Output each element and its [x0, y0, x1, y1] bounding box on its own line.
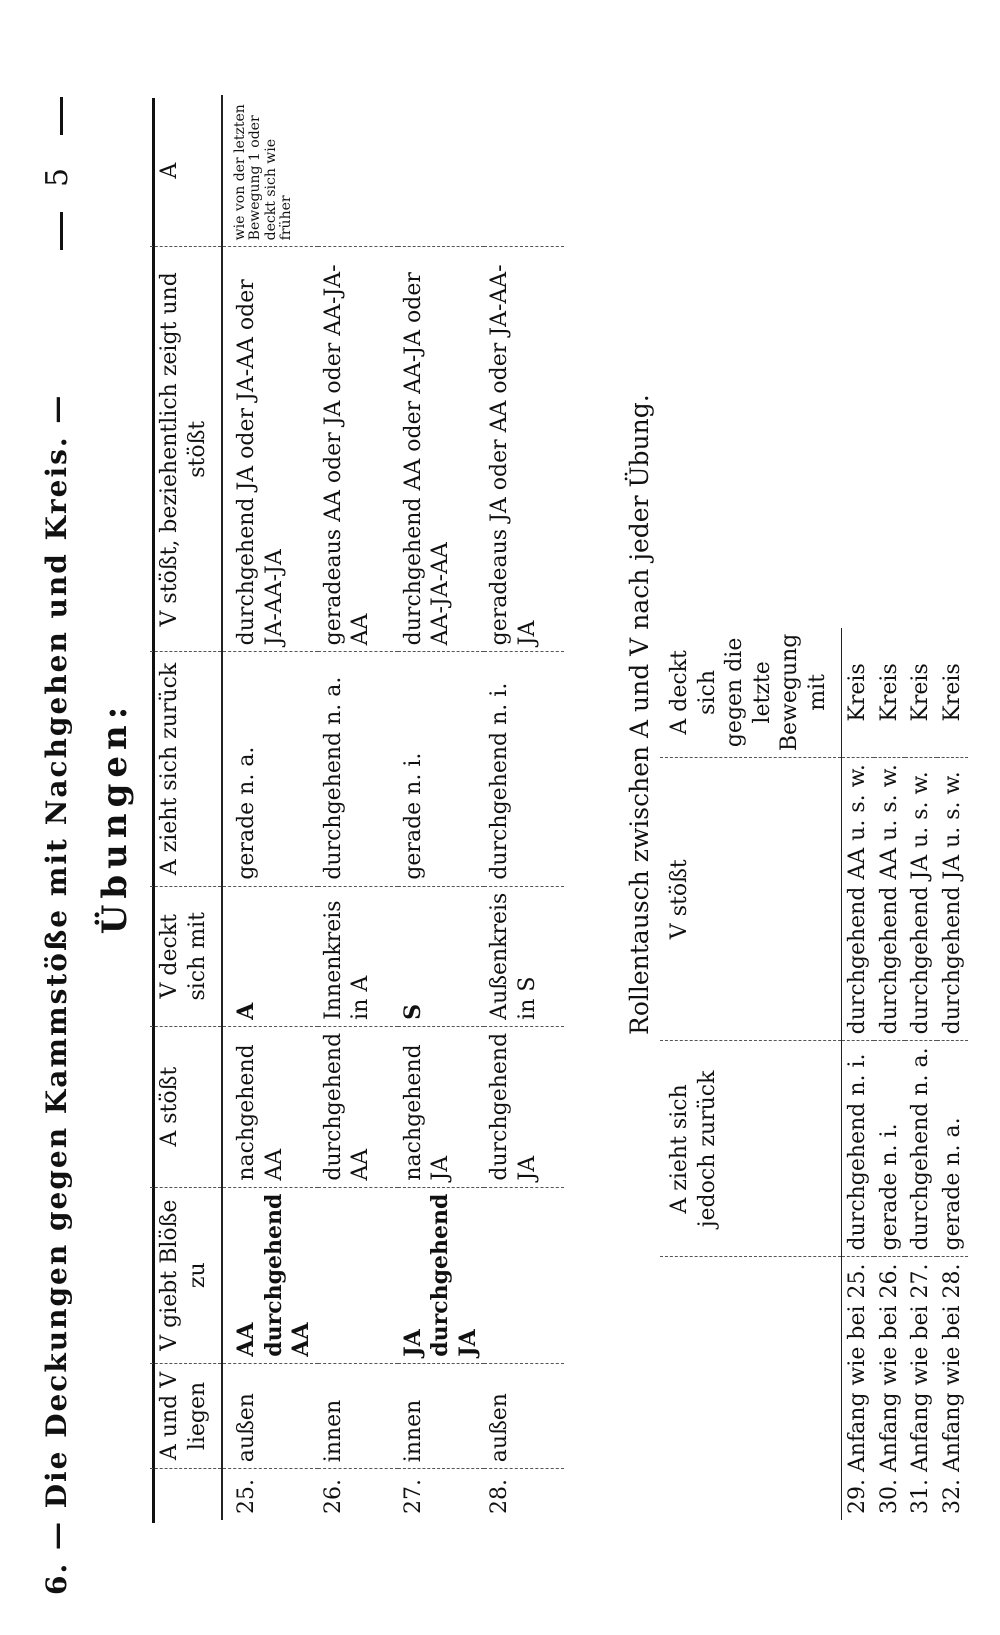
col-stoss-header: A stößt	[150, 1026, 222, 1187]
row-number: 25.	[234, 1479, 259, 1514]
row-bloesse	[484, 1187, 564, 1363]
row-vstoss: geradeaus AA oder JA oder AA-JA-AA	[318, 247, 398, 652]
row-zurueck: gerade n. a.	[222, 652, 318, 886]
table-row	[222, 95, 318, 1520]
row-anfang: 32. Anfang wie bei 28.	[939, 1263, 965, 1514]
col-deck-header: V deckt sich mit	[150, 886, 222, 1026]
row-deck: Außenkreis in S	[484, 886, 564, 1026]
row-a-note: wie von der letzten Bewegung 1 oder deckt sich wie früher	[222, 95, 318, 247]
row-vstoss: durchgehend AA oder AA-JA oder AA-JA-AA	[398, 247, 485, 652]
row-stoss: durchgehend AA	[318, 1026, 398, 1187]
row-zurueck: gerade n. i.	[398, 652, 485, 886]
table-row	[842, 628, 874, 1520]
row-lie: außen	[484, 1363, 564, 1468]
page-number-dash-right	[60, 97, 63, 135]
col-anfang-header	[660, 1257, 842, 1520]
row-lie: innen	[318, 1363, 398, 1468]
row-anfang: 31. Anfang wie bei 27.	[908, 1263, 933, 1514]
col-deckt-header: A deckt sich gegen die letzte Bewegung mit	[660, 628, 842, 758]
table-row	[398, 95, 485, 1520]
row-vstoss: durchgehend JA u. s. w.	[905, 758, 937, 1041]
variant-table	[660, 628, 968, 1520]
col-vstoss-header: V stößt	[660, 758, 842, 1041]
row-zurueck: durchgehend n. a.	[318, 652, 398, 886]
row-anfang: 30. Anfang wie bei 26.	[876, 1263, 902, 1514]
row-deckt: Kreis	[905, 628, 937, 758]
row-zurueck: durchgehend n. a.	[905, 1041, 937, 1257]
row-anfang: 29. Anfang wie bei 25.	[845, 1263, 870, 1514]
exercises-heading: Übungen:	[95, 700, 135, 935]
row-a-note	[318, 95, 398, 247]
row-zurueck: gerade n. a.	[937, 1041, 969, 1257]
row-bloesse: AA durchgehend AA	[222, 1187, 318, 1363]
table-row	[318, 95, 398, 1520]
col-zurueck-header: A zieht sich jedoch zurück	[660, 1041, 842, 1257]
row-vstoss: geradeaus JA oder AA oder JA-AA-JA	[484, 247, 564, 652]
table-row	[937, 628, 969, 1520]
col-zurueck-header: A zieht sich zurück	[150, 652, 222, 886]
row-deck: Innenkreis in A	[318, 886, 398, 1026]
row-stoss: nachgehend JA	[398, 1026, 485, 1187]
row-vstoss: durchgehend AA u. s. w.	[874, 758, 906, 1041]
table-row	[874, 628, 906, 1520]
section-heading: 6. — Die Deckungen gegen Kammstöße mit Nachgehen und Kreis. —	[40, 393, 73, 1595]
table-row	[905, 628, 937, 1520]
col-vstoss-header: V stößt, beziehentlich zeigt und stößt	[150, 247, 222, 652]
row-vstoss: durchgehend JA u. s. w.	[937, 758, 969, 1041]
row-zurueck: durchgehend n. i.	[484, 652, 564, 886]
col-lie-header: A und V liegen	[150, 1363, 222, 1468]
row-deckt: Kreis	[842, 628, 874, 758]
row-zurueck: gerade n. i.	[874, 1041, 906, 1257]
row-deck: A	[222, 886, 318, 1026]
table-header-row	[660, 628, 842, 1520]
table-row	[484, 95, 564, 1520]
row-deck: S	[398, 886, 485, 1026]
role-swap-note: Rollentausch zwischen A und V nach jeder Übung.	[625, 394, 654, 1035]
row-stoss: nachgehend AA	[222, 1026, 318, 1187]
row-vstoss: durchgehend JA oder JA-AA oder JA-AA-JA	[222, 247, 318, 652]
col-bloesse-header: V giebt Blöße zu	[150, 1187, 222, 1363]
row-number: 28.	[487, 1479, 512, 1514]
table-header-row	[150, 95, 222, 1520]
row-number: 26.	[320, 1479, 346, 1514]
row-lie: außen	[222, 1363, 318, 1468]
row-a-note	[398, 95, 485, 247]
exercise-table	[150, 95, 564, 1520]
page-number: 5	[40, 167, 75, 187]
col-a-header: A	[150, 95, 222, 247]
row-stoss: durchgehend JA	[484, 1026, 564, 1187]
row-deckt: Kreis	[937, 628, 969, 758]
row-bloesse	[318, 1187, 398, 1363]
row-number: 27.	[400, 1479, 426, 1514]
row-lie: innen	[398, 1363, 485, 1468]
row-bloesse: JA durchgehend JA	[398, 1187, 485, 1363]
row-vstoss: durchgehend AA u. s. w.	[842, 758, 874, 1041]
col-number-header	[150, 1469, 222, 1520]
row-deckt: Kreis	[874, 628, 906, 758]
row-zurueck: durchgehend n. i.	[842, 1041, 874, 1257]
row-a-note	[484, 95, 564, 247]
